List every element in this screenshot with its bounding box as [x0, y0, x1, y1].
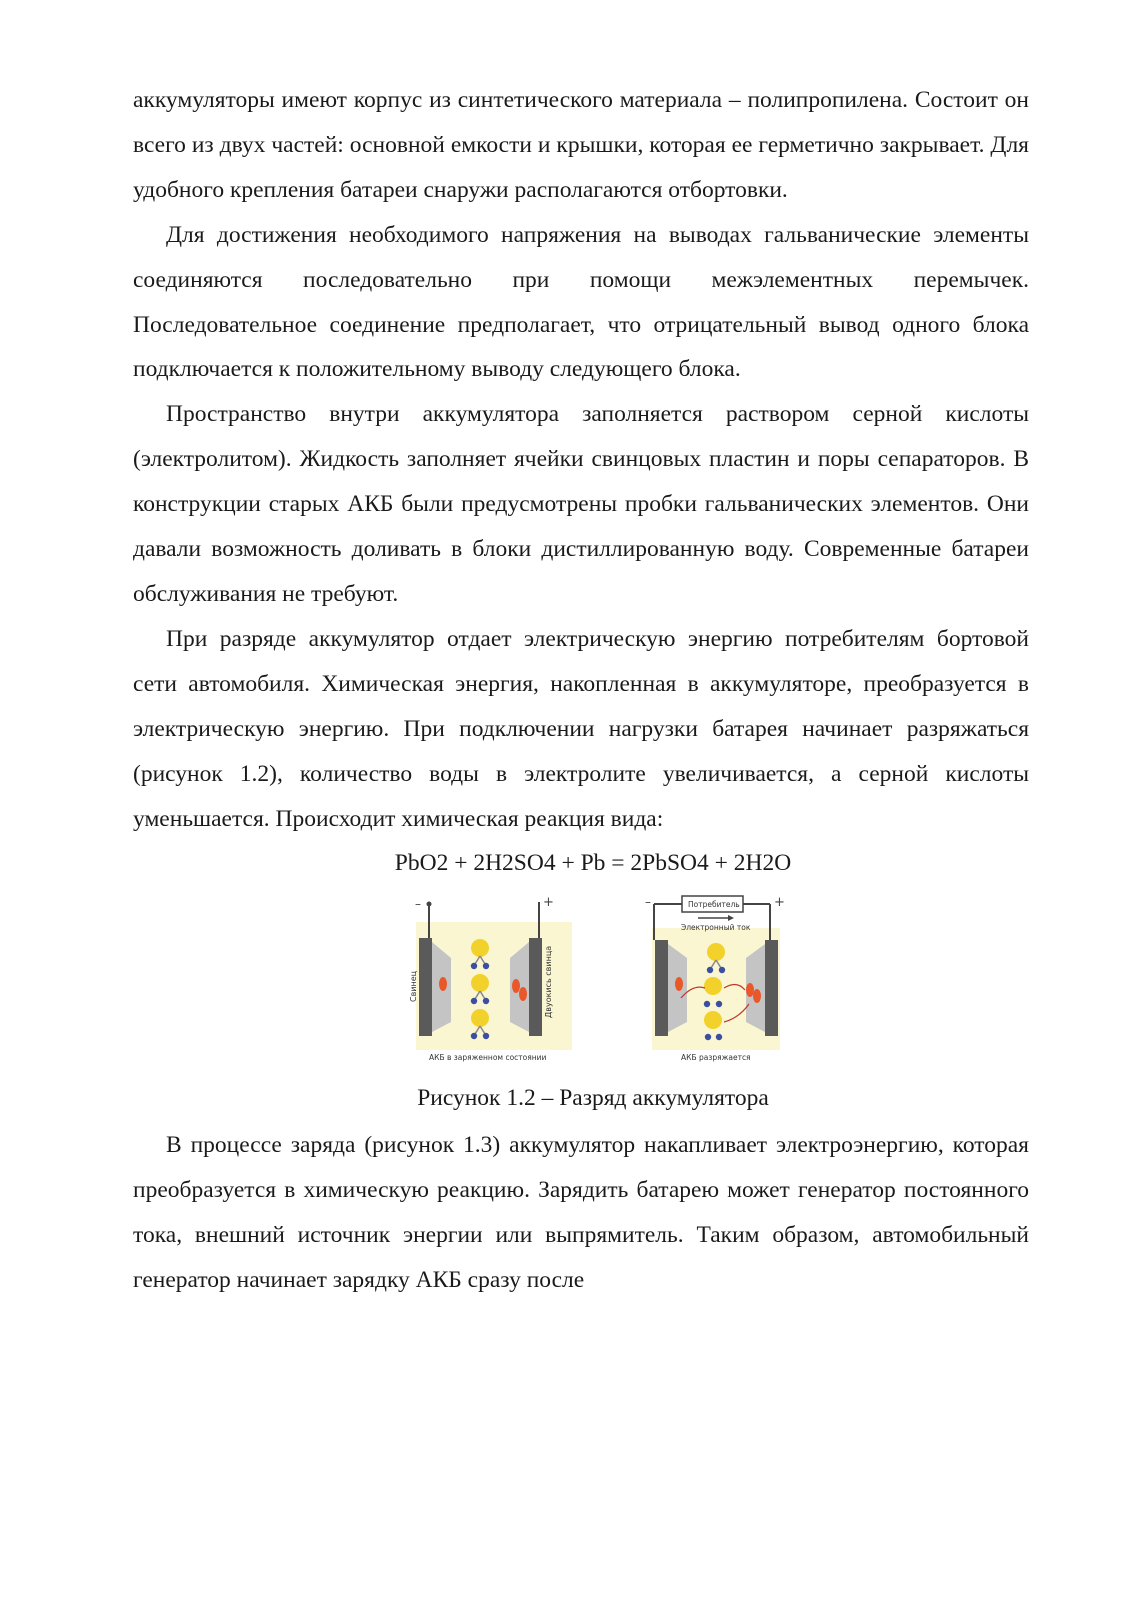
charged-caption: АКБ в заряженном состоянии: [429, 1053, 547, 1063]
lead-dioxide-plate: [529, 938, 542, 1036]
lead-plate: [655, 940, 668, 1036]
ion: [746, 983, 754, 997]
consumer-label: Потребитель: [688, 900, 740, 910]
paragraph: Для достижения необходимого напряжения на выводах гальванические элементы соединяются последовательно при помощи межэлементных перемычек. Последовательное соединение предполагает, что отрицательный вывод одного блока подключается к положительному выводу следующего блока.: [133, 221, 1029, 383]
paragraph: При разряде аккумулятор отдает электрическую энергию потребителям бортовой сети автомобиля. Химическая энергия, накопленная в аккумуляторе, преобразуется в электрическую энергию. При подключении нагрузки батарея начинает разряжаться (рисунок 1.2), количество воды в электролите увеличивается, а серной кислоты уменьшается. Происходит химическая реакция вида:: [133, 625, 1029, 832]
chemical-formula: PbO2 + 2H2SO4 + Pb = 2PbSO4 + 2H2O: [394, 850, 792, 877]
paragraph: Пространство внутри аккумулятора заполняется раствором серной кислоты (электролитом). Жидкость заполняет ячейки свинцовых пластин и поры сепараторов. В конструкции старых АКБ были предусмотрены пробки гальванических элементов. Они давали возможность доливать в блоки дистиллированную воду. Современные батареи обслуживания не требуют.: [133, 401, 1029, 607]
paragraph: В процессе заряда (рисунок 1.3) аккумулятор накапливает электроэнергию, которая преобразуется в химическую реакцию. Зарядить батарею может генератор постоянного тока, внешний источник энергии или выпрямитель. Таким образом, автомобильный генератор начинает зарядку АКБ сразу после: [133, 1132, 1029, 1293]
current-label: Электронный ток: [681, 923, 751, 933]
minus-sign: –: [645, 895, 651, 910]
discharging-battery-panel: [645, 895, 785, 1062]
lead-plate: [419, 938, 432, 1036]
ion: [675, 977, 683, 991]
document-page: [133, 78, 1029, 1303]
paragraph: аккумуляторы имеют корпус из синтетического материала – полипропилена. Состоит он всего из двух частей: основной емкости и крышки, которая ее герметично закрывает. Для удобного крепления батареи снаружи располагаются отбортовки.: [133, 87, 1029, 203]
ion: [753, 989, 761, 1003]
lead-dioxide-plate: [765, 940, 778, 1036]
plus-sign: +: [774, 895, 785, 911]
current-arrow-head: [728, 915, 734, 921]
ion: [512, 979, 520, 993]
plus-sign: +: [543, 895, 554, 911]
charged-battery-panel: [409, 895, 572, 1062]
lead-dioxide-label: Двуокись свинца: [544, 946, 553, 1019]
minus-sign: –: [415, 897, 421, 912]
battery-discharge-figure: [133, 894, 1029, 1070]
figure-illustration: [133, 894, 1029, 1070]
ion: [519, 987, 527, 1001]
lead-label: Свинец: [409, 971, 418, 1003]
discharging-caption: АКБ разряжается: [681, 1053, 751, 1063]
terminal-dot: [427, 902, 432, 907]
ion: [439, 977, 447, 991]
figure-caption: Рисунок 1.2 – Разряд аккумулятора: [417, 1085, 769, 1112]
